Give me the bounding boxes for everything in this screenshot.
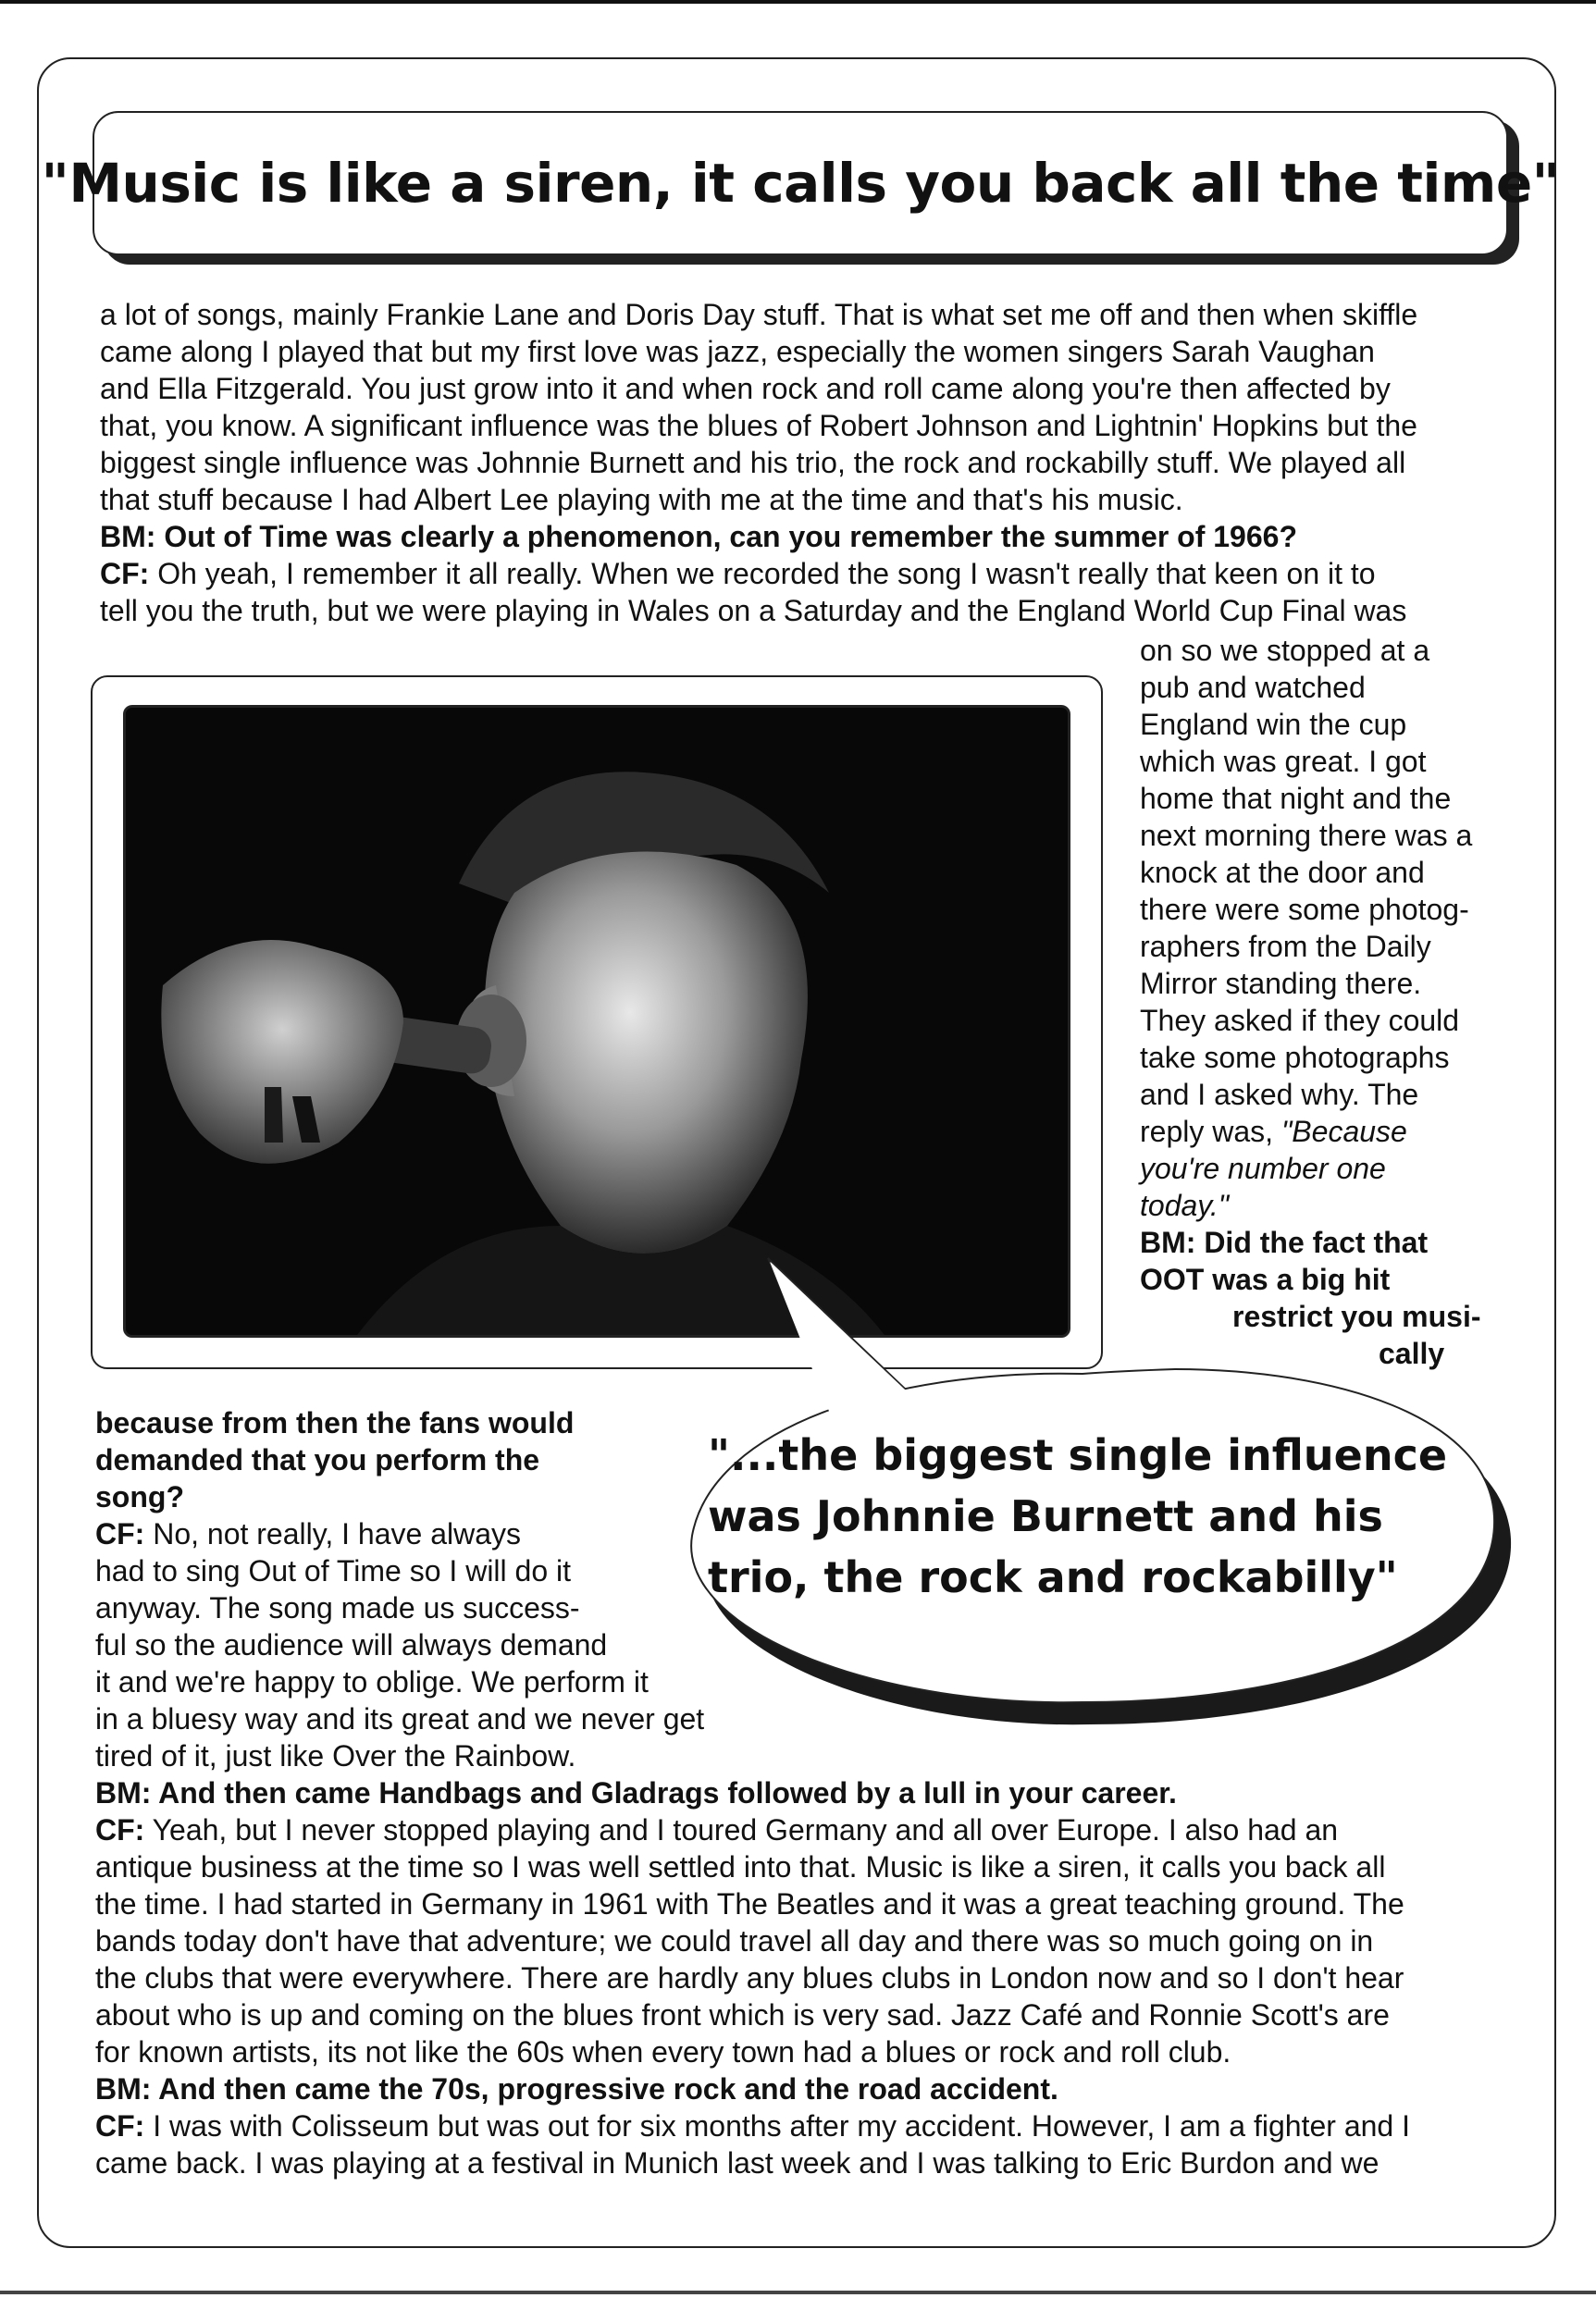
- singer-photo: [123, 705, 1070, 1338]
- pull-quote-line: trio, the rock and rockabilly": [708, 1552, 1398, 1602]
- answer-2-line: ful so the audience will always demand: [95, 1628, 608, 1662]
- text-line: there were some photog-: [1140, 893, 1469, 926]
- answer-text: No, not really, I have always: [144, 1517, 522, 1551]
- text-line: on so we stopped at a: [1140, 634, 1430, 667]
- answer-3-line: about who is up and coming on the blues front which is very sad. Jazz Café and Ronnie Scott's are: [95, 1998, 1390, 2032]
- text-line: They asked if they could: [1140, 1004, 1460, 1037]
- answer-3-line: the clubs that were everywhere. There are hardly any blues clubs in London now and so I don't hear: [95, 1961, 1404, 1995]
- speaker-label: CF:: [95, 1813, 145, 1847]
- text-line: a lot of songs, mainly Frankie Lane and Doris Day stuff. That is what set me off and then when skiffle: [100, 298, 1418, 331]
- italic-quote-line: today.": [1140, 1189, 1230, 1222]
- text-fragment: reply was,: [1140, 1115, 1281, 1148]
- answer-2-line: it and we're happy to oblige. We perform it: [95, 1665, 649, 1699]
- answer-2-line: had to sing Out of Time so I will do it: [95, 1554, 572, 1588]
- answer-2-line: [95, 1515, 743, 1552]
- text-line: and Ella Fitzgerald. You just grow into it and when rock and roll came along you're then affected by: [100, 372, 1391, 405]
- left-column: [95, 1404, 743, 1774]
- question-2-continued: song?: [95, 1480, 184, 1513]
- question-1: [100, 518, 1525, 555]
- answer-3-line: [95, 1811, 1539, 1848]
- answer-4-line: came back. I was playing at a festival in Munich last week and I was talking to Eric Burdon and we: [95, 2146, 1379, 2180]
- text-line: England win the cup: [1140, 708, 1407, 741]
- text-line: next morning there was a: [1140, 819, 1473, 852]
- answer-2-line: tired of it, just like Over the Rainbow.: [95, 1739, 576, 1773]
- question-2-line: cally: [1379, 1337, 1445, 1370]
- question-4: [95, 2070, 1539, 2107]
- question-2-continued: demanded that you perform the: [95, 1443, 540, 1476]
- pull-quote-line: was Johnnie Burnett and his: [708, 1491, 1383, 1541]
- speaker-label: BM:: [1140, 1226, 1196, 1259]
- answer-2-line: anyway. The song made us success-: [95, 1591, 580, 1625]
- text-line: pub and watched: [1140, 671, 1366, 704]
- page-title: "Music is like a siren, it calls you back all the time": [41, 152, 1560, 215]
- answer-3-line: for known artists, its not like the 60s when every town had a blues or rock and roll club.: [95, 2035, 1231, 2069]
- answer-4-line: [95, 2107, 1539, 2144]
- answer-3-line: the time. I had started in Germany in 1961 with The Beatles and it was a great teaching ground. The: [95, 1887, 1404, 1921]
- question-text: And then came the 70s, progressive rock and the road accident.: [151, 2072, 1058, 2106]
- answer-3-line: bands today don't have that adventure; we could travel all day and there was so much going on in: [95, 1924, 1374, 1958]
- pull-quote-line: "...the biggest single influence: [708, 1430, 1448, 1480]
- singer-photo-image: [126, 708, 1068, 1335]
- question-text: Did the fact that: [1195, 1226, 1429, 1259]
- bottom-rule: [0, 2291, 1596, 2294]
- italic-quote: "Because: [1281, 1115, 1407, 1148]
- answer-text: I was with Colisseum but was out for six months after my accident. However, I am a fighter and I: [144, 2109, 1410, 2143]
- question-2-continued: because from then the fans would: [95, 1406, 575, 1439]
- answer-2-line: in a bluesy way and its great and we never get: [95, 1702, 705, 1736]
- top-rule: [0, 0, 1596, 4]
- question-2-line: restrict you musi-: [1232, 1300, 1481, 1333]
- text-line: home that night and the: [1140, 782, 1452, 815]
- text-line: [1140, 1113, 1547, 1150]
- text-line: which was great. I got: [1140, 745, 1427, 778]
- pull-quote: [708, 1425, 1448, 1608]
- speaker-label: BM:: [95, 2072, 152, 2106]
- speaker-label: CF:: [100, 557, 150, 590]
- text-line: that stuff because I had Albert Lee playing with me at the time and that's his music.: [100, 483, 1183, 516]
- text-line: and I asked why. The: [1140, 1078, 1419, 1111]
- speaker-label: BM:: [100, 520, 156, 553]
- speaker-label: CF:: [95, 2109, 145, 2143]
- text-line: came along I played that but my first love was jazz, especially the women singers Sarah Vaughan: [100, 335, 1375, 368]
- answer-1-line: tell you the truth, but we were playing in Wales on a Saturday and the England World Cup Final was: [100, 594, 1407, 627]
- text-line: that, you know. A significant influence was the blues of Robert Johnson and Lightnin' Hopkins but the: [100, 409, 1417, 442]
- bottom-paragraph: [95, 1774, 1539, 2181]
- speaker-label: CF:: [95, 1517, 145, 1551]
- text-line: raphers from the Daily: [1140, 930, 1431, 963]
- answer-1-line: [100, 555, 1525, 592]
- speaker-label: BM:: [95, 1776, 152, 1810]
- text-line: take some photographs: [1140, 1041, 1450, 1074]
- italic-quote-line: you're number one: [1140, 1152, 1386, 1185]
- question-2-line: OOT was a big hit: [1140, 1263, 1391, 1296]
- text-line: biggest single influence was Johnnie Burnett and his trio, the rock and rockabilly stuff. We played all: [100, 446, 1406, 479]
- answer-text: Yeah, but I never stopped playing and I toured Germany and all over Europe. I also had an: [144, 1813, 1339, 1847]
- intro-paragraph: [100, 296, 1525, 629]
- question-3: [95, 1774, 1539, 1811]
- answer-text: Oh yeah, I remember it all really. When we recorded the song I wasn't really that keen on it to: [149, 557, 1376, 590]
- title-banner: [41, 111, 1560, 255]
- answer-3-line: antique business at the time so I was well settled into that. Music is like a siren, it calls you back all: [95, 1850, 1386, 1884]
- text-line: knock at the door and: [1140, 856, 1425, 889]
- question-text: Out of Time was clearly a phenomenon, can you remember the summer of 1966?: [155, 520, 1297, 553]
- text-line: Mirror standing there.: [1140, 967, 1422, 1000]
- question-text: And then came Handbags and Gladrags followed by a lull in your career.: [151, 1776, 1177, 1810]
